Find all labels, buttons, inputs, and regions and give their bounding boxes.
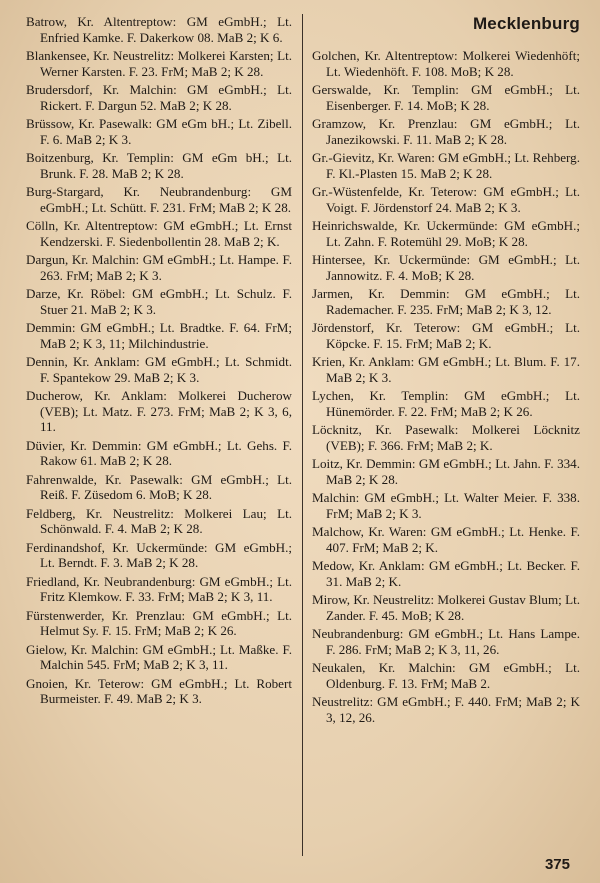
page-number: 375: [544, 856, 570, 873]
directory-entry: Ducherow, Kr. Anklam: Molkerei Ducherow (VEB); Lt. Matz. F. 273. FrM; MaB 2; K 3, 6, 11.: [26, 388, 292, 434]
directory-entry: Loitz, Kr. Demmin: GM eGmbH.; Lt. Jahn. F. 334. MaB 2; K 28.: [312, 456, 580, 487]
directory-entry: Brüssow, Kr. Pasewalk: GM eGm bH.; Lt. Zibell. F. 6. MaB 2; K 3.: [26, 116, 292, 147]
directory-entry: Malchin: GM eGmbH.; Lt. Walter Meier. F. 338. FrM; MaB 2; K 3.: [312, 490, 580, 521]
right-column: [312, 48, 580, 728]
directory-entry: Fürstenwerder, Kr. Prenzlau: GM eGmbH.; Lt. Helmut Sy. F. 15. FrM; MaB 2; K 26.: [26, 607, 292, 638]
column-divider: [302, 14, 303, 856]
directory-entry: Gerswalde, Kr. Templin: GM eGmbH.; Lt. Eisenberger. F. 14. MoB; K 28.: [312, 82, 580, 113]
directory-entry: Neukalen, Kr. Malchin: GM eGmbH.; Lt. Oldenburg. F. 13. FrM; MaB 2.: [312, 660, 580, 691]
directory-entry: Cölln, Kr. Altentreptow: GM eGmbH.; Lt. Ernst Kendzerski. F. Siedenbollentin 28. MaB 2; K.: [26, 218, 292, 249]
directory-entry: Mirow, Kr. Neustrelitz: Molkerei Gustav Blum; Lt. Zander. F. 45. MoB; K 28.: [312, 592, 580, 623]
directory-entry: Dennin, Kr. Anklam: GM eGmbH.; Lt. Schmidt. F. Spantekow 29. MaB 2; K 3.: [26, 354, 292, 385]
directory-entry: Boitzenburg, Kr. Templin: GM eGm bH.; Lt. Brunk. F. 28. MaB 2; K 28.: [26, 150, 292, 181]
directory-entry: Neubrandenburg: GM eGmbH.; Lt. Hans Lampe. F. 286. FrM; MaB 2; K 3, 11, 26.: [312, 626, 580, 657]
directory-entry: Feldberg, Kr. Neustrelitz: Molkerei Lau; Lt. Schönwald. F. 4. MaB 2; K 28.: [26, 505, 292, 536]
directory-entry: Malchow, Kr. Waren: GM eGmbH.; Lt. Henke. F. 407. FrM; MaB 2; K.: [312, 524, 580, 555]
directory-entry: Jarmen, Kr. Demmin: GM eGmbH.; Lt. Rademacher. F. 235. FrM; MaB 2; K 3, 12.: [312, 286, 580, 317]
directory-entry: Jördenstorf, Kr. Teterow: GM eGmbH.; Lt. Köpcke. F. 15. FrM; MaB 2; K.: [312, 320, 580, 351]
directory-entry: Gr.-Gievitz, Kr. Waren: GM eGmbH.; Lt. Rehberg. F. Kl.-Plasten 15. MaB 2; K 28.: [312, 150, 580, 181]
directory-entry: Löcknitz, Kr. Pasewalk: Molkerei Löcknitz (VEB); F. 366. FrM; MaB 2; K.: [312, 422, 580, 453]
left-column: [26, 14, 292, 710]
directory-entry: Blankensee, Kr. Neustrelitz: Molkerei Karsten; Lt. Werner Karsten. F. 23. FrM; MaB 2; K 28.: [26, 48, 292, 79]
directory-entry: Darze, Kr. Röbel: GM eGmbH.; Lt. Schulz. F. Stuer 21. MaB 2; K 3.: [26, 286, 292, 317]
directory-entry: Krien, Kr. Anklam: GM eGmbH.; Lt. Blum. F. 17. MaB 2; K 3.: [312, 354, 580, 385]
directory-entry: Gnoien, Kr. Teterow: GM eGmbH.; Lt. Robert Burmeister. F. 49. MaB 2; K 3.: [26, 675, 292, 706]
directory-entry: Hintersee, Kr. Uckermünde: GM eGmbH.; Lt. Jannowitz. F. 4. MoB; K 28.: [312, 252, 580, 283]
directory-entry: Ferdinandshof, Kr. Uckermünde: GM eGmbH.; Lt. Berndt. F. 3. MaB 2; K 28.: [26, 539, 292, 570]
directory-entry: Heinrichswalde, Kr. Uckermünde: GM eGmbH.; Lt. Zahn. F. Rotemühl 29. MoB; K 28.: [312, 218, 580, 249]
directory-entry: Lychen, Kr. Templin: GM eGmbH.; Lt. Hünemörder. F. 22. FrM; MaB 2; K 26.: [312, 388, 580, 419]
directory-entry: Neustrelitz: GM eGmbH.; F. 440. FrM; MaB 2; K 3, 12, 26.: [312, 694, 580, 725]
directory-entry: Brudersdorf, Kr. Malchin: GM eGmbH.; Lt. Rickert. F. Dargun 52. MaB 2; K 28.: [26, 82, 292, 113]
directory-entry: Friedland, Kr. Neubrandenburg: GM eGmbH.; Lt. Fritz Klemkow. F. 33. FrM; MaB 2; K 3, 11.: [26, 573, 292, 604]
directory-entry: Medow, Kr. Anklam: GM eGmbH.; Lt. Becker. F. 31. MaB 2; K.: [312, 558, 580, 589]
directory-entry: Dargun, Kr. Malchin: GM eGmbH.; Lt. Hampe. F. 263. FrM; MaB 2; K 3.: [26, 252, 292, 283]
directory-entry: Demmin: GM eGmbH.; Lt. Bradtke. F. 64. FrM; MaB 2; K 3, 11; Milchindustrie.: [26, 320, 292, 351]
directory-entry: Golchen, Kr. Altentreptow: Molkerei Wiedenhöft; Lt. Wiedenhöft. F. 108. MoB; K 28.: [312, 48, 580, 79]
directory-entry: Fahrenwalde, Kr. Pasewalk: GM eGmbH.; Lt. Reiß. F. Züsedom 6. MoB; K 28.: [26, 471, 292, 502]
directory-entry: Batrow, Kr. Altentreptow: GM eGmbH.; Lt. Enfried Kamke. F. Dakerkow 08. MaB 2; K 6.: [26, 14, 292, 45]
directory-entry: Gielow, Kr. Malchin: GM eGmbH.; Lt. Maßke. F. Malchin 545. FrM; MaB 2; K 3, 11.: [26, 641, 292, 672]
directory-entry: Burg-Stargard, Kr. Neubrandenburg: GM eGmbH.; Lt. Schütt. F. 231. FrM; MaB 2; K 28.: [26, 184, 292, 215]
directory-entry: Gr.-Wüstenfelde, Kr. Teterow: GM eGmbH.; Lt. Voigt. F. Jördenstorf 24. MaB 2; K 3.: [312, 184, 580, 215]
region-header: Mecklenburg: [472, 14, 580, 33]
directory-entry: Gramzow, Kr. Prenzlau: GM eGmbH.; Lt. Janezikowski. F. 11. MaB 2; K 28.: [312, 116, 580, 147]
directory-entry: Düvier, Kr. Demmin: GM eGmbH.; Lt. Gehs. F. Rakow 61. MaB 2; K 28.: [26, 437, 292, 468]
